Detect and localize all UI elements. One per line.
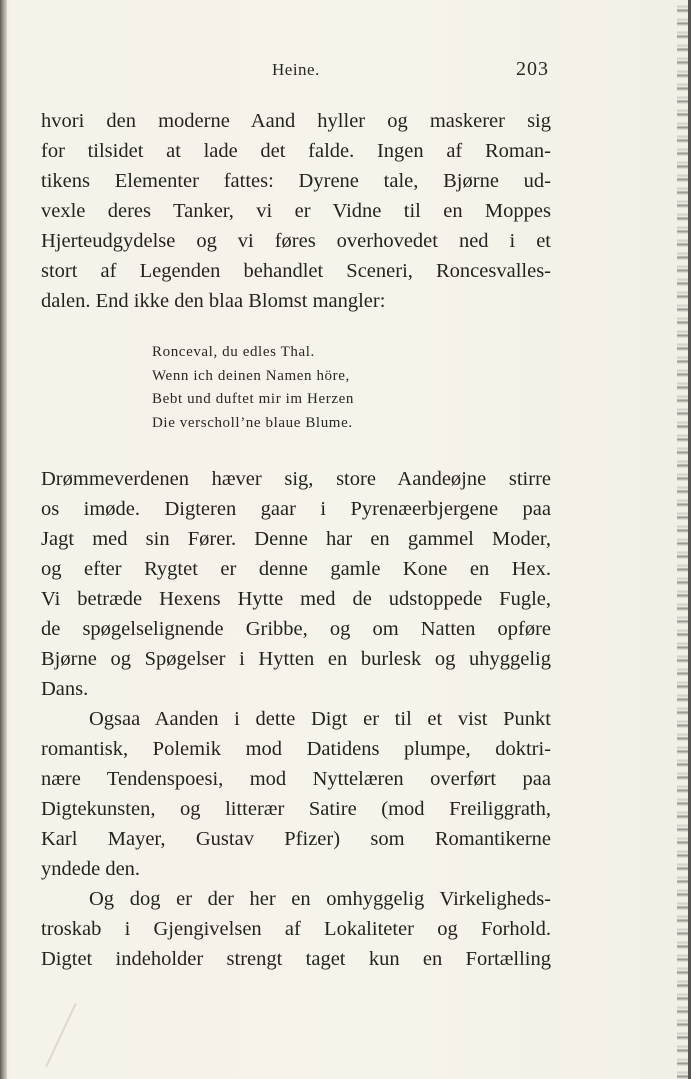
verse-quotation [152,341,354,435]
text-line: Og dog er der her en omhyggelig Virkeligheds- [89,888,551,910]
paragraph-4 [41,884,551,974]
text-line: Ogsaa Aanden i dette Digt er til et vist Punkt [89,708,551,730]
text-line: Bjørne og Spøgelser i Hytten en burlesk og uhyggelig [41,648,551,670]
text-line: os imøde. Digteren gaar i Pyrenæerbjergene paa [41,498,551,520]
verse-line: Bebt und duftet mir im Herzen [152,391,354,407]
text-line: Hjerteudgydelse og vi føres overhovedet ned i et [41,230,551,252]
text-line: Digtet indeholder strengt taget kun en Fortælling [41,948,551,970]
page-number: 203 [516,58,549,80]
text-line: for tilsidet at lade det falde. Ingen af Roman- [41,140,551,162]
text-line: Digtekunsten, og litterær Satire (mod Freiliggrath, [41,798,551,820]
text-line: stort af Legenden behandlet Sceneri, Roncesvalles- [41,260,551,282]
text-line: dalen. End ikke den blaa Blomst mangler: [41,290,386,312]
text-line: Vi betræde Hexens Hytte med de udstoppede Fugle, [41,588,551,610]
verse-line: Ronceval, du edles Thal. [152,344,315,360]
text-line: tikens Elementer fattes: Dyrene tale, Bjørne ud- [41,170,551,192]
text-line: nære Tendenspoesi, mod Nyttelæren overført paa [41,768,551,790]
text-line: troskab i Gjengivelsen af Lokaliteter og Forhold. [41,918,551,940]
page-edge-stack [677,0,691,1079]
paragraph-2 [41,464,551,704]
text-line: yndede den. [41,858,141,880]
text-line: de spøgelselignende Gribbe, og om Natten opføre [41,618,551,640]
text-line: vexle deres Tanker, vi er Vidne til en Moppes [41,200,551,222]
page-header [0,58,691,84]
running-head: Heine. [272,60,320,79]
paper-mark [45,1003,76,1067]
paragraph-1 [41,106,551,316]
text-line: Karl Mayer, Gustav Pfizer) som Romantikerne [41,828,551,850]
page-binding-shadow [0,0,7,1079]
main-text-continued [41,464,551,974]
verse-line: Wenn ich deinen Namen höre, [152,367,350,384]
text-line: Jagt med sin Fører. Denne har en gammel Moder, [41,528,551,550]
paragraph-3 [41,704,551,884]
text-line: hvori den moderne Aand hyller og maskerer sig [41,110,551,132]
text-line: Dans. [41,678,89,700]
text-line: romantisk, Polemik mod Datidens plumpe, doktri- [41,738,551,760]
verse-line: Die verscholl’ne blaue Blume. [152,414,353,431]
text-line: og efter Rygtet er denne gamle Kone en Hex. [41,558,551,580]
text-line: Drømmeverdenen hæver sig, store Aandeøjne stirre [41,468,551,490]
